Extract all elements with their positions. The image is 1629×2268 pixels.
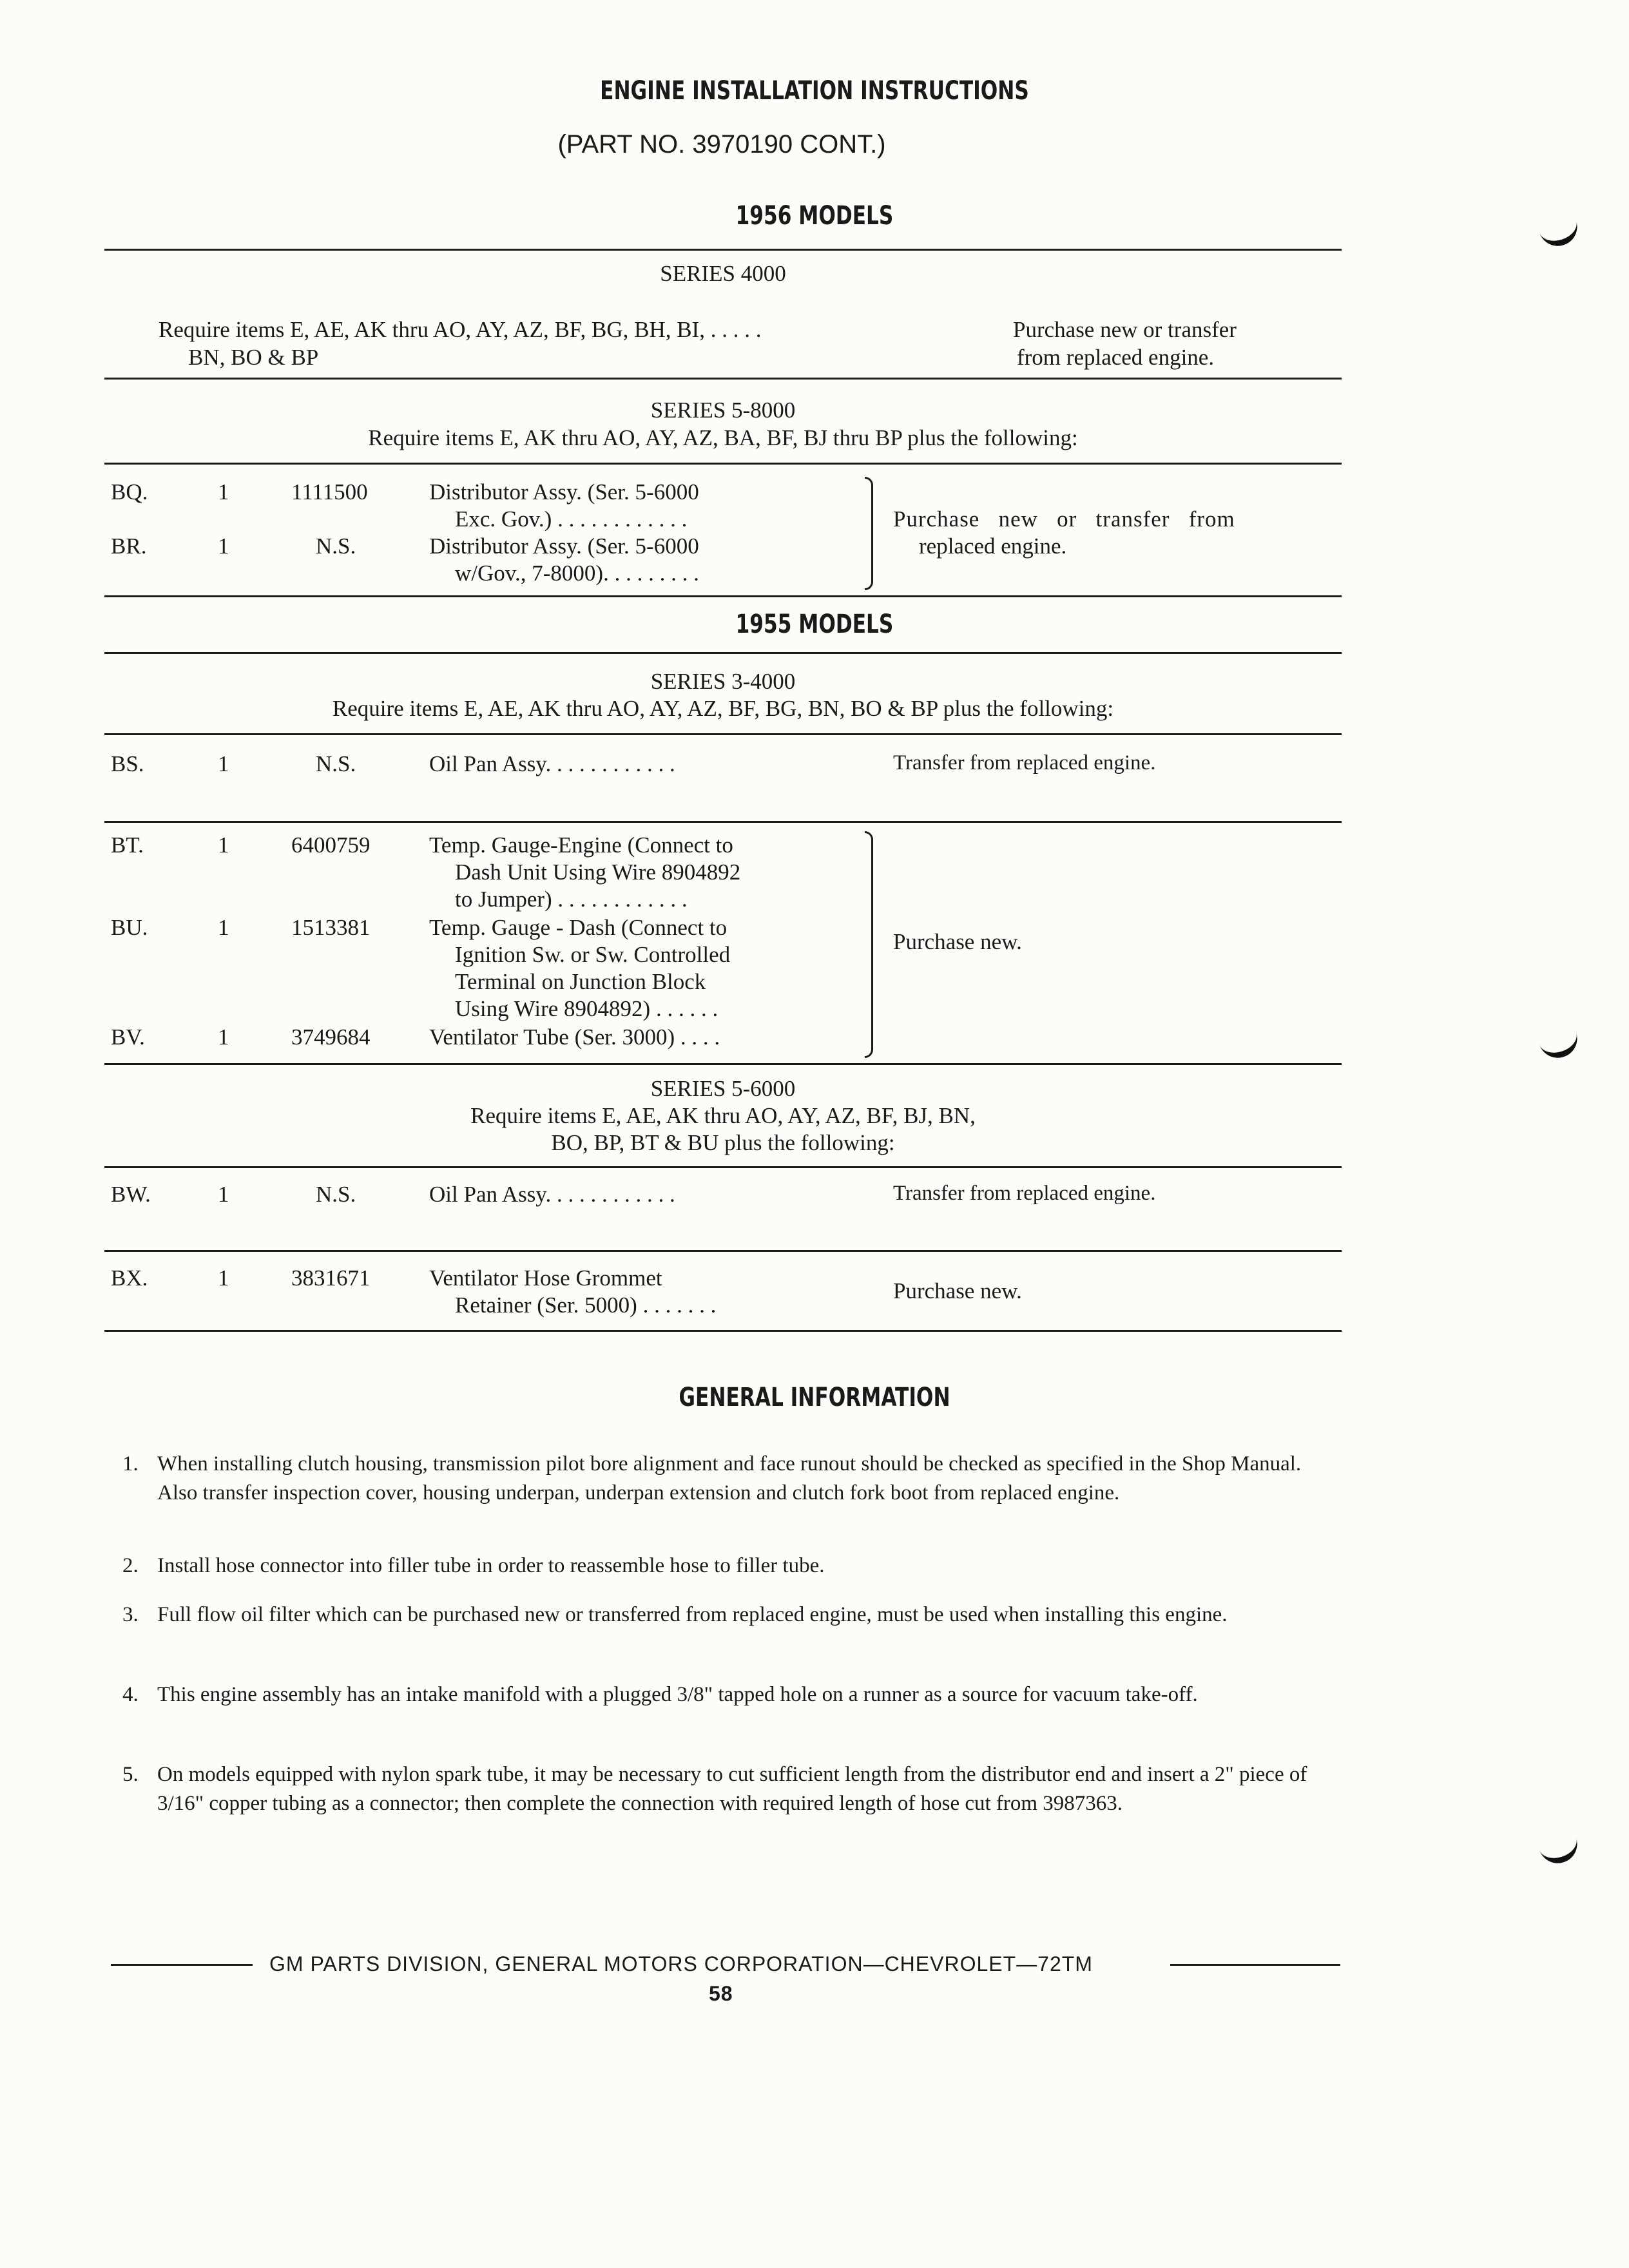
divider [104, 1250, 1342, 1252]
item-code: BT. [111, 832, 144, 858]
item-description: Ignition Sw. or Sw. Controlled [455, 942, 731, 967]
brace-bracket [865, 477, 873, 590]
item-part-number: 3831671 [291, 1265, 371, 1291]
item-description: Using Wire 8904892) . . . . . . [455, 996, 718, 1021]
group-note: replaced engine. [919, 533, 1067, 559]
item-part-number: N.S. [316, 533, 356, 559]
brace-bracket [865, 831, 873, 1058]
item-qty: 1 [218, 832, 229, 858]
item-code: BR. [111, 533, 147, 559]
item-code: BX. [111, 1265, 148, 1291]
divider [104, 595, 1342, 597]
list-item-text: When installing clutch housing, transmission pilot bore alignment and face runout should be checked as specified in the Shop Manual. Also transfer inspection cover, housing underpan, underpan extension and clutch fork boot from replaced engine. [157, 1452, 1302, 1504]
divider [104, 1166, 1342, 1168]
item-code: BW. [111, 1182, 151, 1207]
item-description: Temp. Gauge-Engine (Connect to [429, 832, 733, 858]
item-qty: 1 [218, 1265, 229, 1291]
item-note: Transfer from replaced engine. [893, 1182, 1156, 1205]
divider [104, 1330, 1342, 1332]
item-qty: 1 [218, 751, 229, 776]
item-note: Transfer from replaced engine. [893, 751, 1156, 774]
item-qty: 1 [218, 479, 229, 505]
page-subtitle: (PART NO. 3970190 CONT.) [557, 130, 886, 159]
list-item-text: This engine assembly has an intake manifold with a plugged 3/8" tapped hole on a runner as a source for vacuum take-off. [157, 1683, 1198, 1706]
series-4000-note-line2: from replaced engine. [1017, 345, 1215, 370]
item-description: Oil Pan Assy. . . . . . . . . . . . [429, 751, 675, 776]
item-part-number: 3749684 [291, 1024, 371, 1050]
divider [104, 249, 1342, 251]
list-item-text: Install hose connector into filler tube in order to reassemble hose to filler tube. [157, 1554, 825, 1577]
general-info-heading: GENERAL INFORMATION [679, 1383, 950, 1412]
divider [104, 733, 1342, 735]
list-item-number: 2. [122, 1554, 139, 1577]
series-4000-require-line2: BN, BO & BP [188, 345, 319, 370]
section-heading-1956: 1956 MODELS [735, 201, 894, 231]
divider [104, 463, 1342, 465]
item-qty: 1 [218, 533, 229, 559]
divider [104, 378, 1342, 380]
item-code: BQ. [111, 479, 148, 505]
item-part-number: 6400759 [291, 832, 371, 858]
item-code: BS. [111, 751, 144, 776]
series-5-6000-require-line2: BO, BP, BT & BU plus the following: [551, 1130, 895, 1155]
series-5-8000-require: Require items E, AK thru AO, AY, AZ, BA, BF, BJ thru BP plus the following: [368, 425, 1078, 450]
binder-hole-mark [1539, 1837, 1583, 1868]
binder-hole-mark [1539, 220, 1583, 251]
divider [104, 821, 1342, 823]
binder-hole-mark [1539, 1032, 1583, 1062]
item-description: Ventilator Tube (Ser. 3000) . . . . [429, 1024, 720, 1050]
page-number: 58 [709, 1982, 733, 2005]
footer-rule-left [111, 1964, 253, 1966]
series-5-6000-label: SERIES 5-6000 [650, 1076, 796, 1101]
item-part-number: N.S. [316, 1182, 356, 1207]
series-5-6000-require-line1: Require items E, AE, AK thru AO, AY, AZ, BF, BJ, BN, [470, 1103, 976, 1128]
footer-rule-right [1170, 1964, 1340, 1966]
divider [104, 652, 1342, 654]
item-description: Ventilator Hose Grommet [429, 1265, 662, 1291]
series-4000-require-line1: Require items E, AE, AK thru AO, AY, AZ, BF, BG, BH, BI, . . . . . [159, 317, 762, 342]
item-description: w/Gov., 7-8000). . . . . . . . . [455, 561, 699, 586]
item-code: BU. [111, 915, 148, 940]
item-description: to Jumper) . . . . . . . . . . . . [455, 887, 688, 912]
item-part-number: 1513381 [291, 915, 371, 940]
item-description: Distributor Assy. (Ser. 5-6000 [429, 479, 699, 505]
item-description: Terminal on Junction Block [455, 969, 706, 994]
divider [104, 1063, 1342, 1065]
item-code: BV. [111, 1024, 145, 1050]
item-description: Retainer (Ser. 5000) . . . . . . . [455, 1293, 717, 1318]
footer-text: GM PARTS DIVISION, GENERAL MOTORS CORPORATION—CHEVROLET—72TM [269, 1952, 1093, 1975]
list-item-text: Full flow oil filter which can be purchased new or transferred from replaced engine, must be used when installing this engine. [157, 1603, 1228, 1626]
section-heading-1955: 1955 MODELS [735, 610, 894, 639]
item-description: Distributor Assy. (Ser. 5-6000 [429, 533, 699, 559]
series-4000-label: SERIES 4000 [660, 261, 786, 286]
series-5-8000-label: SERIES 5-8000 [650, 398, 796, 423]
list-item-number: 4. [122, 1683, 139, 1706]
item-part-number: 1111500 [291, 479, 368, 505]
page-title: ENGINE INSTALLATION INSTRUCTIONS [600, 76, 1029, 106]
item-description: Oil Pan Assy. . . . . . . . . . . . [429, 1182, 675, 1207]
list-item-number: 5. [122, 1763, 139, 1786]
item-part-number: N.S. [316, 751, 356, 776]
item-description: Exc. Gov.) . . . . . . . . . . . . [455, 506, 688, 532]
series-4000-note-line1: Purchase new or transfer [1013, 317, 1237, 342]
series-3-4000-label: SERIES 3-4000 [650, 669, 796, 694]
item-description: Dash Unit Using Wire 8904892 [455, 860, 741, 885]
item-qty: 1 [218, 1024, 229, 1050]
item-note: Purchase new. [893, 1278, 1022, 1303]
item-qty: 1 [218, 915, 229, 940]
group-note: Purchase new or transfer from [893, 506, 1235, 532]
group-note: Purchase new. [893, 929, 1022, 954]
list-item-number: 3. [122, 1603, 139, 1626]
item-description: Temp. Gauge - Dash (Connect to [429, 915, 728, 940]
list-item-text: On models equipped with nylon spark tube, it may be necessary to cut sufficient length from the distributor end and insert a 2" piece of 3/16" copper tubing as a connector; then complete the connection with required length of hose cut from 3987363. [157, 1763, 1307, 1815]
item-qty: 1 [218, 1182, 229, 1207]
list-item-number: 1. [122, 1452, 139, 1475]
series-3-4000-require: Require items E, AE, AK thru AO, AY, AZ, BF, BG, BN, BO & BP plus the following: [332, 696, 1114, 721]
